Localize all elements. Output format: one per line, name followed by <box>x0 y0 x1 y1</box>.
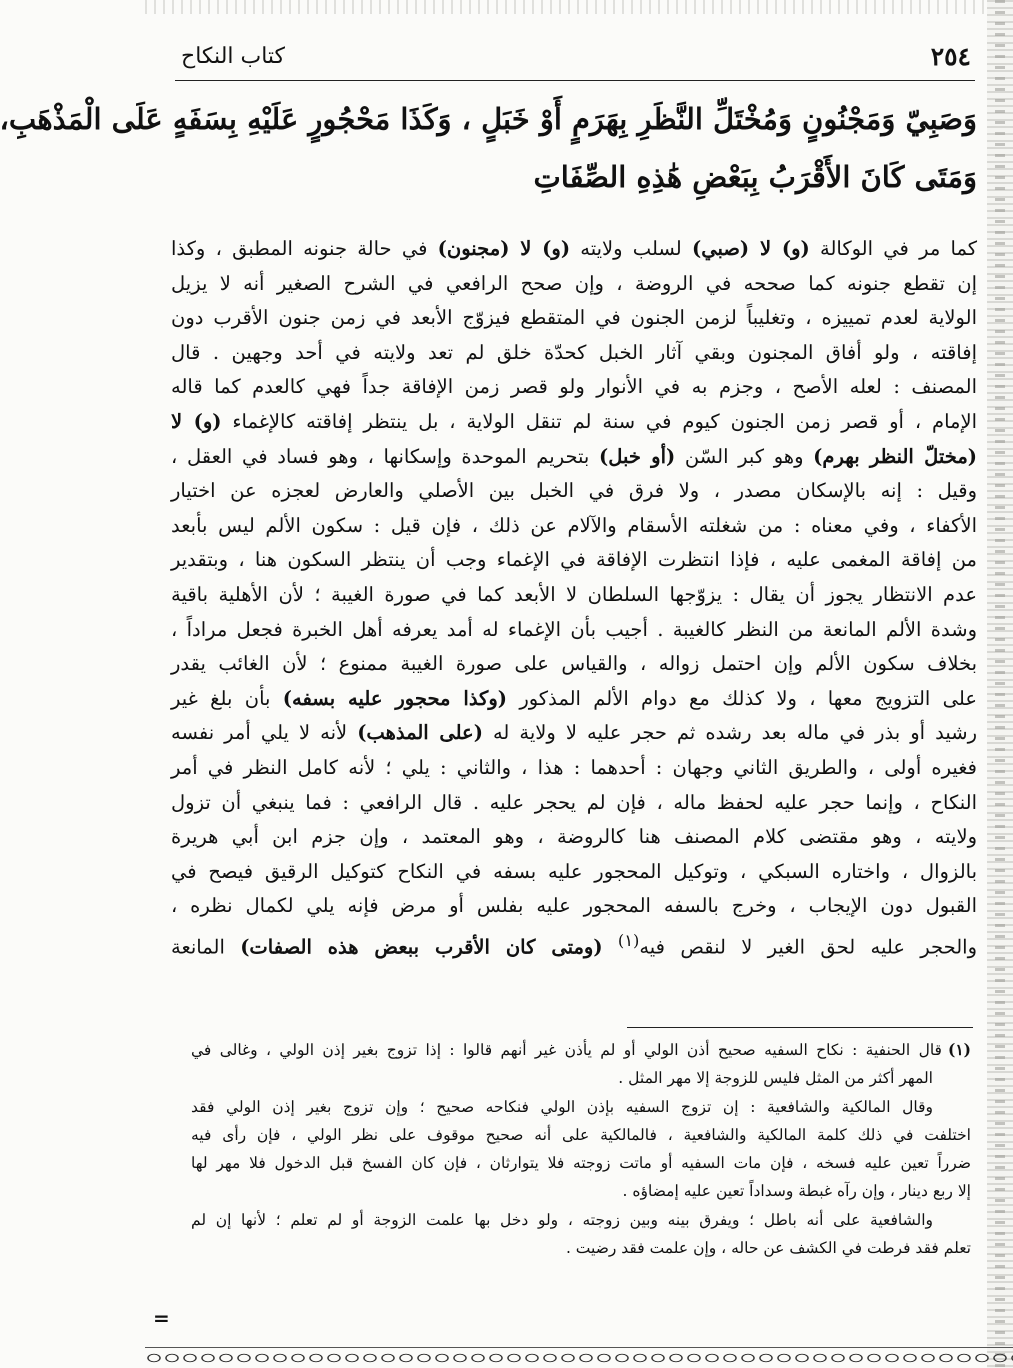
commentary-line: المصنف : لعله الأصح ، وجزم به في الأنوار ولو قصر زمن الإفاقة جداً فهي كالعدم كما قاله <box>171 375 977 399</box>
commentary-line: إن تقطع جنونه كما صححه في الروضة ، وإن صحح الرافعي في الشرح الصغير أنه لا يزيل <box>171 271 977 295</box>
commentary-line: فغيره أولى ، والطريق الثاني وجهان : أحدهما : هذا ، والثاني : يلي ؛ لأنه كامل النظر في أمر <box>171 755 977 779</box>
bold-matn-quote: (وكذا محجور عليه بسفه) <box>282 686 507 710</box>
continuation-mark: = <box>153 1306 170 1330</box>
right-scan-border <box>987 0 1013 1368</box>
footnote-text: قال الحنفية : نكاح السفيه صحيح أذن الولي أو لم يأذن غير أنهم قالوا : إذا تزوج بغير إذن الولي ، وغالى في <box>191 1041 942 1059</box>
footnotes <box>191 1036 971 1262</box>
bold-matn-quote: (ومتى كان الأقرب ببعض هذه الصفات) <box>240 935 603 959</box>
commentary-line: ولايته ، وهو مقتضى كلام المصنف هنا كالروضة ، وهو المعتمد ، وإن جزم ابن أبي هريرة <box>171 825 977 849</box>
commentary-line: رشيد أو بذر في ماله بعد رشده ثم حجر عليه لا ولاية له (على المذهب) لأنه لا يلي أمر نفسه <box>171 721 977 745</box>
bold-matn-quote: (أو خبل) <box>599 444 676 468</box>
matn-line: وَصَبِيّ وَمَجْنُونٍ وَمُخْتَلِّ النَّظَرِ بِهَرَمٍ أَوْ خَبَلٍ ، وَكَذَا مَحْجُورٍ عَلَيْهِ بِسَفَهٍ عَلَى الْمَذْهَبِ، <box>0 102 977 136</box>
bold-matn-quote: (و) لا <box>171 409 222 433</box>
footnote-line: إلا ربع دينار ، وإن رآه غبطة وسداداً تعين عليه إمضاؤه . <box>622 1182 971 1201</box>
commentary-line: والحجر عليه لحق الغير لا لنقص فيه$^{(١)}$ (ومتى كان الأقرب ببعض هذه الصفات) المانعة <box>171 930 978 959</box>
footnote-line: والشافعية على أنه باطل ؛ ويفرق بينه وبين زوجته ، ولو دخل بها علمت الزوجة أو لم تعلم ؛ لأنها إن لم <box>191 1210 933 1229</box>
footnote-line: ضرراً تعين عليه فسخه ، فإن مات السفيه أو ماتت زوجته فلا يتوارثان ، فإن كان الفسخ قبل الدخول فلا مهر لها <box>191 1154 971 1173</box>
page-number: ٢٥٤ <box>930 42 971 71</box>
commentary-line: إفاقته ، ولو أفاق المجنون وبقي آثار الخبل كحدّة خلق لم تعد ولايته في أحد وجهين . قال <box>171 340 977 364</box>
footnote-line <box>191 1036 971 1064</box>
commentary-line: النكاح ، وإنما حجر عليه لحفظ ماله ، فإن لم يحجر عليه . قال الرافعي : فما ينبغي أن تزول <box>171 790 977 814</box>
commentary-line: بخلاف سكون الألم وإن احتمل زواله ، والقياس على صورة الغيبة ممنوع ؛ لأن الغائب يقدر <box>171 652 977 676</box>
running-header <box>175 42 975 81</box>
commentary-line: الأكفاء ، وفي معناه : من شغلته الأسقام والآلام عن ذلك ، فإن قيل : سكون الألم ليس بأبعد <box>171 513 977 537</box>
commentary-text <box>171 232 977 965</box>
commentary-line: القبول دون الإيجاب ، وخرج بالسفه المحجور عليه بفلس أو مرض فإنه يلي لكمال نظره ، <box>171 894 977 918</box>
commentary-line: وقيل : إنه بالإسكان مصدر ، ولا فرق في الخبل بين الأصلي والعارض لعجزه عن اختيار <box>171 479 977 503</box>
bold-matn-quote: (على المذهب) <box>357 721 483 745</box>
footnote-line: وقال المالكية والشافعية : إن تزوج السفيه بإذن الولي فنكاحه صحيح ؛ وإن تزوج بغير إذن الولي فقد <box>191 1097 933 1116</box>
book-title: كتاب النكاح <box>181 44 286 69</box>
bottom-decorative-border <box>145 1347 1013 1368</box>
commentary-line: عدم الانتظار يجوز أن يقال : يزوّجها السلطان لا الأبعد كما في صورة الغيبة ؛ لأن الأهلية باقية <box>171 582 977 606</box>
commentary-line: الإمام ، أو قصر زمن الجنون كيوم في سنة لم تنقل الولاية ، بل ينتظر إفاقته كالإغماء (و) لا <box>171 409 978 433</box>
bold-matn-quote: (و) لا (مجنون) <box>437 237 571 260</box>
matn-text <box>0 90 977 206</box>
bold-matn-quote: (مختلّ النظر بهرم) <box>813 444 977 468</box>
commentary-line: (مختلّ النظر بهرم) وهو كبر السّن (أو خبل) بتحريم الموحدة وإسكانها ، وهو فساد في العقل ، <box>171 444 977 468</box>
bold-matn-quote: (و) لا (صبي) <box>691 237 810 260</box>
footnote-divider <box>627 1027 973 1028</box>
footnote-reference[interactable]: (١) <box>617 930 640 950</box>
commentary-line: الولاية لعدم تمييزه ، وتغليباً لزمن الجنون في المتقطع فيزوّج الأبعد في زمن جنون الأقرب دون <box>171 306 977 330</box>
commentary-line: من إفاقة المغمى عليه ، فإذا انتظرت الإفاقة في الإغماء وجب أن ينتظر السكون هنا ، وبتقدير <box>171 548 977 572</box>
commentary-line: وشدة الألم المانعة من النظر كالغيبة . أجيب بأن الإغماء له أمد يعرفه أهل الخبرة فجعل مراداً ، <box>171 617 977 641</box>
footnote-line: المهر أكثر من المثل فليس للزوجة إلا مهر المثل . <box>618 1069 933 1088</box>
matn-line: وَمَتَى كَانَ الأَقْرَبُ بِبَعْضِ هَٰذِهِ الصِّفَاتِ <box>533 160 977 194</box>
commentary-line: بالزوال ، واختاره السبكي ، وتوكيل المحجور عليه بسفه في النكاح كتوكيل الرقيق فيصح في <box>171 859 977 883</box>
footnote-line: اختلفت في ذلك كلمة المالكية والشافعية ، فالمالكية على أنه صحيح موقوف على نظر الولي ، فإن رأى فيه <box>191 1125 971 1144</box>
commentary-line: كما مر في الوكالة (و) لا (صبي) لسلب ولايته (و) لا (مجنون) في حالة جنونه المطبق ، وكذا <box>171 237 978 260</box>
commentary-line: على التزويج معها ، ولا كذلك مع دوام الألم المذكور (وكذا محجور عليه بسفه) بأن بلغ غير <box>171 686 978 710</box>
footnote-marker: (١) <box>947 1040 971 1059</box>
footnote-line: تعلم فقد فرطت في الكشف عن حاله ، وإن علمت فقد رضيت . <box>565 1239 971 1258</box>
top-scan-border <box>145 0 987 14</box>
